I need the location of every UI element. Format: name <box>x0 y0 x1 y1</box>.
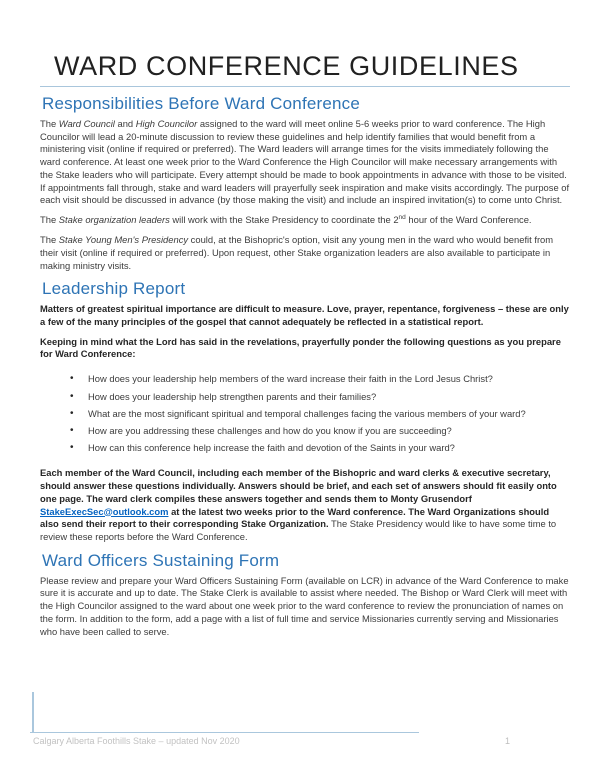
para-keeping-in-mind: Keeping in mind what the Lord has said in the revelations, prayerfully ponder the following questions as you prepare for Ward Conference: <box>40 335 561 360</box>
bullet-item: • How can this conference help increase the faith and devotion of the Saints in your ward? <box>70 442 570 455</box>
text-run: and <box>114 117 136 129</box>
para-matters: Matters of greatest spiritual importance are difficult to measure. Love, prayer, repentance, forgiveness – these are only a few of the many principles of the gospel that cannot adequately be reflected in a statistical report. <box>40 303 569 327</box>
bold-run: Each member of the Ward Council, including each member of the Bishopric and ward clerks & executive secretary, should answer these questions individually. Answers should be brief, and each set of answers should fit easily onto one page. The ward clerk compiles these answers together and sends them to Monty Grusendorf <box>40 467 557 504</box>
bullet-item: • What are the most significant spiritual and temporal challenges facing the various members of your ward? <box>70 408 570 421</box>
bullet-item: • How are you addressing these challenges and how do you know if you are succeeding? <box>70 425 570 438</box>
title-divider <box>40 86 570 87</box>
footer-tick <box>32 692 34 732</box>
text-run: The <box>40 214 59 226</box>
footer-text: Calgary Alberta Foothills Stake – updated Nov 2020 <box>33 736 240 746</box>
text-run: will work with the Stake Presidency to coordinate the 2 <box>169 214 399 226</box>
text-run: The Stake Presidency would like to have some time to review these reports before the Ward Conference. <box>40 518 557 543</box>
para-ward-council <box>40 118 570 208</box>
italic-run-high-councilor: High Councilor <box>135 117 198 129</box>
superscript-run: nd <box>398 214 406 222</box>
bullet-item: • How does your leadership help strengthen parents and their families? <box>70 391 570 404</box>
italic-run-young-mens-presidency: Stake Young Men's Presidency <box>58 234 189 246</box>
para-please-review: Please review and prepare your Ward Officers Sustaining Form (available on LCR) in advance of the Ward Conference to make sure it is accurate and up to date. The Stake Clerk is available to assist where needed. The Bishop or Ward Clerk will meet with the High Councilor assigned to the ward about one week prior to the ward conference to review the pronunciation of names on the form. In addition to the form, add a page with a list of full time and service Missionaries currently serving and Missionaries who have been called to serve. <box>40 574 569 637</box>
bullet-item: • How does your leadership help members of the ward increase their faith in the Lord Jesus Christ? <box>70 373 570 386</box>
page-number: 1 <box>505 736 511 746</box>
text-run: The <box>40 234 59 246</box>
para-young-mens-presidency <box>40 234 570 272</box>
footer-divider <box>30 732 419 734</box>
italic-run-ward-council: Ward Council <box>58 117 115 129</box>
section-heading-ward-officers: Ward Officers Sustaining Form <box>42 550 280 570</box>
bullet-list <box>40 373 570 455</box>
text-run: assigned to the ward will meet online 5-6 weeks prior to ward conference. The High Councilor will lead a 20-minute discussion to review these guidelines and help identify families that would benefit from a ministering visit (online if required or preferred). The Ward leaders will arrange times for the visits immediately following the ward conference. At least one week prior to the Ward Conference the High Councilor will make necessary arrangements with the Stake leaders who will participate. Every attempt should be made to book appointments in advance with those to be visited. If appointments fall through, stake and ward leaders will prayerfully seek inspiration and make visits accordingly. The purpose of each visit should be discussed in advance (by those making the visit) and include an inspired invitation(s) to come unto Christ. <box>40 117 570 206</box>
italic-run-stake-organization-leaders: Stake organization leaders <box>58 214 170 226</box>
para-each-member <box>40 467 570 544</box>
text-run: could, at the Bishopric's option, visit any young men in the ward who would benefit from their visit (online if required or preferred). Upon request, other Stake organization leaders are also available to participate in making ministry visits. <box>40 234 554 271</box>
para-stake-organization <box>40 214 570 227</box>
text-run: hour of the Ward Conference. <box>405 214 532 226</box>
text-run: The <box>40 117 59 129</box>
document-title: WARD CONFERENCE GUIDELINES <box>54 51 519 81</box>
section-heading-responsibilities: Responsibilities Before Ward Conference <box>42 94 361 114</box>
email-link[interactable]: StakeExecSec@outlook.com <box>40 505 169 517</box>
section-heading-leadership-report: Leadership Report <box>42 279 186 299</box>
bold-run: at the latest two weeks prior to the Ward conference. The Ward Organizations should also send their report to their corresponding Stake Organization. <box>40 505 550 530</box>
